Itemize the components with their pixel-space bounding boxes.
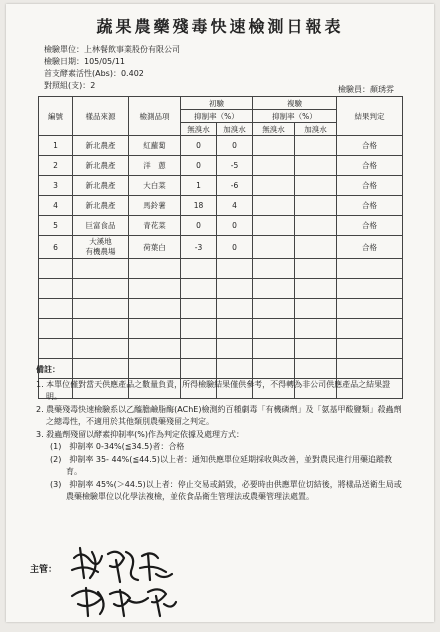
table-row-empty — [39, 299, 403, 319]
cell-source — [73, 236, 129, 259]
col-initial-rate: 抑制率（%） — [181, 110, 253, 123]
cell-initial-no-bromine: 0 — [181, 136, 217, 156]
supervisor-label: 主管： — [30, 565, 58, 575]
inspector-line — [338, 84, 394, 95]
unit-value: 上林餐飲事業股份有限公司 — [84, 45, 180, 54]
cell-recheck-no-bromine — [253, 156, 295, 176]
table-row — [39, 156, 403, 176]
report-title: 蔬果農藥殘毒快速檢測日報表 — [96, 17, 344, 36]
cell-no: 6 — [39, 236, 73, 259]
cell-item: 大白菜 — [129, 176, 181, 196]
control-label: 對照組(支)： — [44, 81, 91, 90]
note-2: 2. 農藥殘毒快速檢驗系以乙醯膽鹼脂酶(AChE)檢測約百種劇毒「有機磷劑」及「氨基甲酸鹽類」殺蟲劑之總毒性，不適用於其他類別農藥殘留之判定。 — [36, 404, 402, 426]
cell-source: 新北農產 — [73, 196, 129, 216]
cell-initial-with-bromine: 4 — [217, 196, 253, 216]
cell-initial-with-bromine: -5 — [217, 156, 253, 176]
cell-result: 合格 — [337, 196, 403, 216]
col-recheck-rate: 抑制率（%） — [253, 110, 337, 123]
col-initial-no-bromine: 無溴水 — [181, 123, 217, 136]
note-3-1: (1) 抑制率 0-34%(≦34.5)者：合格 — [50, 442, 185, 451]
blank-label: 首支酵素活性(Abs)： — [44, 69, 121, 78]
cell-recheck-with-bromine — [295, 156, 337, 176]
col-result: 結果判定 — [337, 97, 403, 136]
cell-initial-with-bromine: 0 — [217, 236, 253, 259]
table-row — [39, 196, 403, 216]
cell-item: 馬鈴薯 — [129, 196, 181, 216]
cell-initial-no-bromine: 18 — [181, 196, 217, 216]
cell-recheck-no-bromine — [253, 176, 295, 196]
cell-source: 新北農產 — [73, 136, 129, 156]
control-line — [44, 80, 95, 91]
cell-recheck-with-bromine — [295, 216, 337, 236]
cell-recheck-no-bromine — [253, 216, 295, 236]
blank-line — [44, 68, 144, 79]
cell-source: 新北農產 — [73, 156, 129, 176]
cell-no: 5 — [39, 216, 73, 236]
unit-label: 檢驗單位： — [44, 45, 84, 54]
cell-item: 洋 蔥 — [129, 156, 181, 176]
cell-item: 紅蘿蔔 — [129, 136, 181, 156]
cell-source-line1: 大溪地 — [89, 237, 112, 246]
cell-recheck-with-bromine — [295, 176, 337, 196]
cell-item: 荷葉白 — [129, 236, 181, 259]
col-initial: 初驗 — [181, 97, 253, 110]
cell-no: 2 — [39, 156, 73, 176]
cell-recheck-no-bromine — [253, 196, 295, 216]
cell-initial-no-bromine: 0 — [181, 156, 217, 176]
col-source: 樣品來源 — [73, 97, 129, 136]
cell-recheck-with-bromine — [295, 236, 337, 259]
cell-no: 4 — [39, 196, 73, 216]
table-row-empty — [39, 259, 403, 279]
cell-recheck-with-bromine — [295, 196, 337, 216]
cell-recheck-no-bromine — [253, 236, 295, 259]
col-recheck: 複驗 — [253, 97, 337, 110]
blank-value: 0.402 — [120, 69, 144, 78]
table-row — [39, 136, 403, 156]
cell-initial-with-bromine: 0 — [217, 136, 253, 156]
table-row-empty — [39, 319, 403, 339]
inspector-value: 顏琇雰 — [370, 85, 394, 94]
cell-item: 青花菜 — [129, 216, 181, 236]
date-label: 檢驗日期： — [44, 57, 84, 66]
note-3-2: (2) 抑制率 35- 44%(≦44.5)以上者：通知供應單位延期採收與改善，並對農民進行用藥追蹤教育。 — [50, 454, 393, 476]
cell-initial-no-bromine: 0 — [181, 216, 217, 236]
table-row — [39, 236, 403, 259]
table-row-empty — [39, 339, 403, 359]
cell-source: 新北農產 — [73, 176, 129, 196]
col-recheck-with-bromine: 加溴水 — [295, 123, 337, 136]
cell-result: 合格 — [337, 236, 403, 259]
cell-initial-with-bromine: 0 — [217, 216, 253, 236]
cell-result: 合格 — [337, 176, 403, 196]
date-line — [44, 56, 125, 67]
cell-source-line2: 有機農場 — [85, 247, 116, 256]
table-row — [39, 216, 403, 236]
table-row — [39, 176, 403, 196]
cell-no: 1 — [39, 136, 73, 156]
col-recheck-no-bromine: 無溴水 — [253, 123, 295, 136]
cell-initial-no-bromine: 1 — [181, 176, 217, 196]
col-no: 編號 — [39, 97, 73, 136]
unit-line — [44, 44, 180, 55]
notes-heading: 備註： — [36, 365, 60, 374]
col-initial-with-bromine: 加溴水 — [217, 123, 253, 136]
control-value: 2 — [90, 81, 96, 90]
inspector-label: 檢驗員： — [338, 85, 370, 94]
col-item: 檢測品項 — [129, 97, 181, 136]
note-3: 3. 殺蟲劑殘留以酵素抑制率(%)作為判定依據及處理方式： — [36, 429, 245, 439]
report-sheet — [6, 4, 434, 622]
cell-source: 巨富食品 — [73, 216, 129, 236]
cell-result: 合格 — [337, 216, 403, 236]
cell-result: 合格 — [337, 156, 403, 176]
note-1: 1. 本單位僅對當天供應產品之數量負責，所得檢驗結果僅供參考，不得轉為非公司供應產品之結果證明。 — [36, 379, 391, 401]
cell-recheck-with-bromine — [295, 136, 337, 156]
table-row-empty — [39, 279, 403, 299]
cell-result: 合格 — [337, 136, 403, 156]
cell-recheck-no-bromine — [253, 136, 295, 156]
cell-initial-no-bromine: -3 — [181, 236, 217, 259]
note-3-3: (3) 抑制率 45%(＞44.5)以上者：停止交易或銷毀，必要時由供應單位切結後，將樣品送衛生局或農藥檢驗單位以化學法複檢，並依食品衛生管理法或農藥管理法處置。 — [50, 479, 402, 501]
results-table — [38, 96, 403, 399]
cell-no: 3 — [39, 176, 73, 196]
notes-section — [36, 364, 406, 504]
cell-initial-with-bromine: -6 — [217, 176, 253, 196]
date-value: 105/05/11 — [84, 57, 126, 66]
supervisor-signature — [68, 544, 178, 618]
